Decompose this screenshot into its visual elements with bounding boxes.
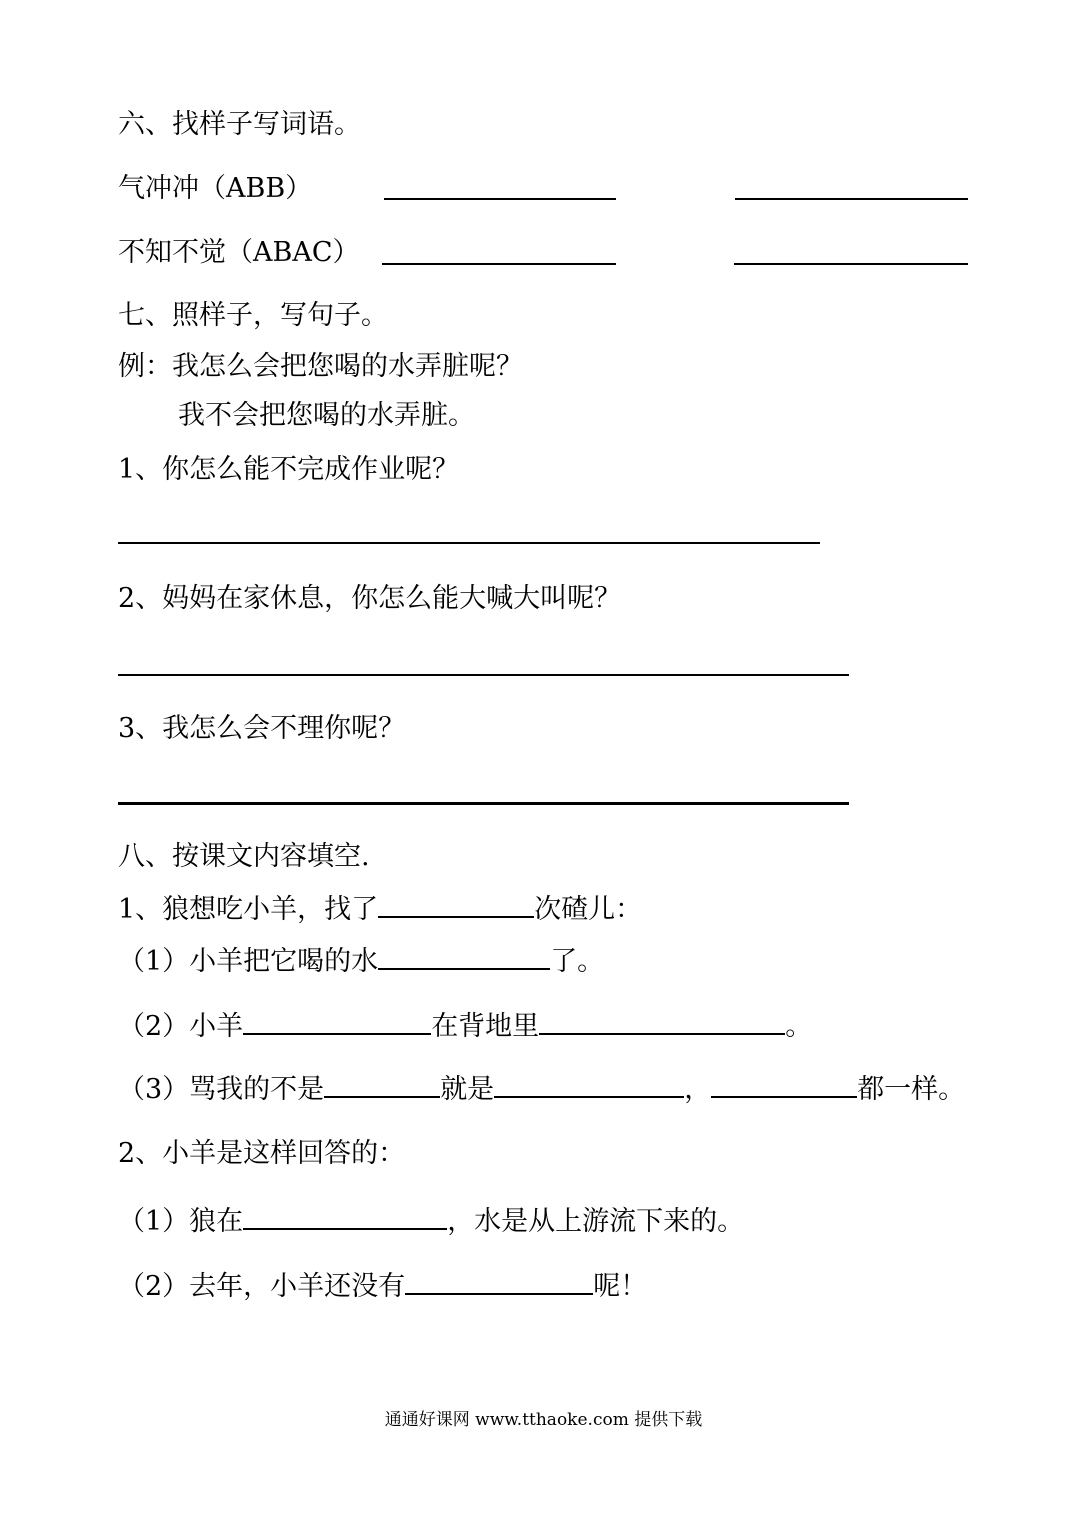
- answer-line-2[interactable]: [118, 674, 849, 676]
- example-question: 例：我怎么会把您喝的水弄脏呢？: [118, 351, 523, 382]
- fill-item-1-3-text: （3）骂我的不是: [118, 1074, 325, 1105]
- fill-item-2-1: [118, 1202, 744, 1239]
- fill-item-1-2-tail: 。: [785, 1011, 813, 1042]
- fill-blank-1[interactable]: [378, 890, 534, 918]
- fill-item-1-text: 1、狼想吃小羊，找了: [118, 894, 379, 925]
- fill-item-1-3: [118, 1070, 965, 1107]
- footer-credit: 通通好课网 www.tthaoke.com 提供下载: [384, 1410, 703, 1430]
- fill-item-1-1-text: （1）小羊把它喝的水: [118, 946, 379, 977]
- answer-blank-abac-1[interactable]: [382, 263, 616, 265]
- fill-item-2-2-text: （2）去年，小羊还没有: [118, 1271, 406, 1302]
- fill-blank-1-3a[interactable]: [324, 1070, 440, 1098]
- word-item-abac: 不知不觉（ABAC）: [118, 237, 360, 268]
- example-answer: 我不会把您喝的水弄脏。: [178, 400, 475, 431]
- fill-blank-2-1[interactable]: [243, 1202, 447, 1230]
- fill-blank-1-2a[interactable]: [243, 1007, 431, 1035]
- fill-item-1-1: [118, 942, 604, 979]
- section-7-heading: 七、照样子，写句子。: [118, 300, 388, 331]
- answer-blank-abb-1[interactable]: [384, 198, 616, 200]
- question-3: 3、我怎么会不理你呢？: [118, 713, 406, 744]
- answer-line-1[interactable]: [118, 542, 820, 544]
- answer-blank-abb-2[interactable]: [735, 198, 968, 200]
- word-item-abb: 气冲冲（ABB）: [118, 173, 313, 204]
- fill-item-2-1-tail: ，水是从上游流下来的。: [447, 1206, 745, 1237]
- fill-item-1-3-mid1: 就是: [440, 1074, 495, 1105]
- answer-line-3[interactable]: [118, 802, 849, 805]
- fill-blank-2-2[interactable]: [405, 1267, 593, 1295]
- fill-item-2: 2、小羊是这样回答的：: [118, 1138, 406, 1169]
- fill-item-1-3-mid2: ，: [684, 1074, 712, 1105]
- fill-item-1-2: [118, 1007, 812, 1044]
- fill-item-2-1-text: （1）狼在: [118, 1206, 244, 1237]
- fill-item-2-2: [118, 1267, 647, 1304]
- fill-item-1: [118, 890, 642, 927]
- fill-item-1-1-tail: 了。: [550, 946, 605, 977]
- fill-blank-1-1[interactable]: [378, 942, 550, 970]
- answer-blank-abac-2[interactable]: [734, 263, 968, 265]
- fill-item-1-3-tail: 都一样。: [857, 1074, 966, 1105]
- fill-item-1-2-text: （2）小羊: [118, 1011, 244, 1042]
- question-1: 1、你怎么能不完成作业呢？: [118, 454, 460, 485]
- fill-blank-1-3b[interactable]: [494, 1070, 684, 1098]
- fill-blank-1-2b[interactable]: [539, 1007, 785, 1035]
- section-8-heading: 八、按课文内容填空.: [118, 841, 370, 872]
- fill-blank-1-3c[interactable]: [711, 1070, 857, 1098]
- fill-item-1-2-mid: 在背地里: [431, 1011, 540, 1042]
- question-2: 2、妈妈在家休息，你怎么能大喊大叫呢？: [118, 583, 622, 614]
- fill-item-2-2-tail: 呢！: [593, 1271, 648, 1302]
- section-6-heading: 六、找样子写词语。: [118, 109, 361, 140]
- fill-item-1-tail: 次碴儿：: [534, 894, 643, 925]
